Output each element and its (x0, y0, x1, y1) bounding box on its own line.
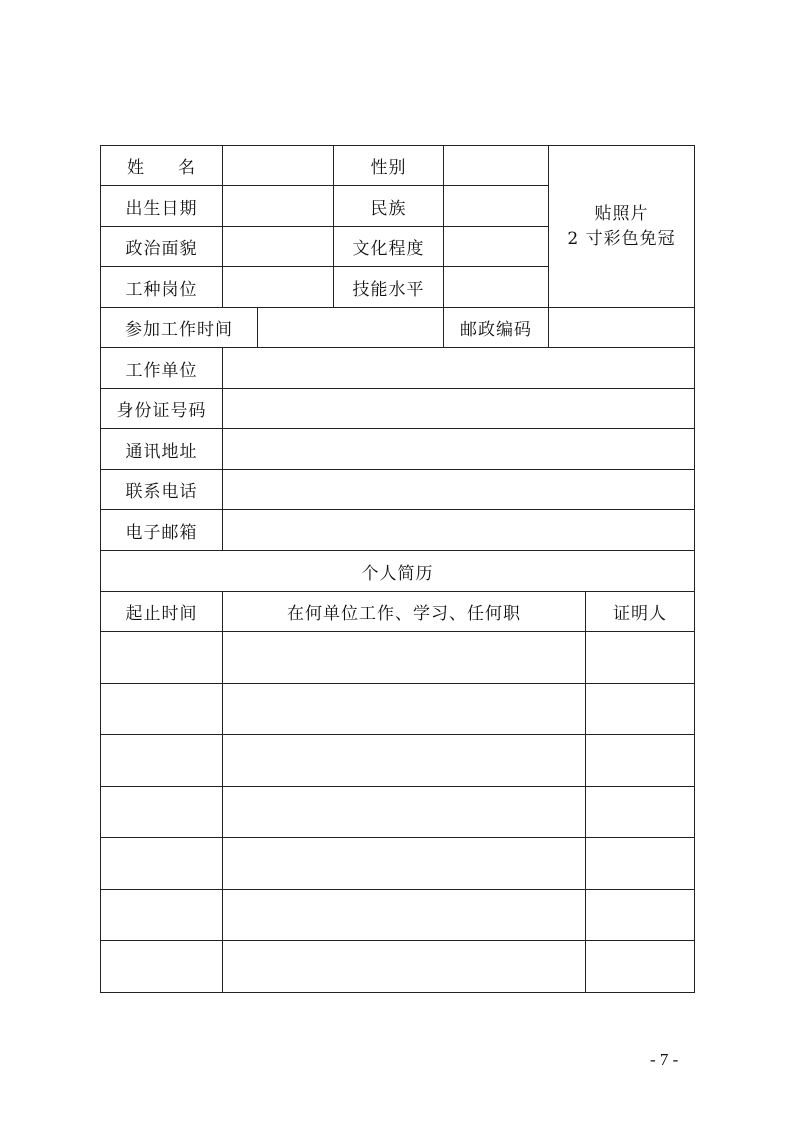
resume-period-cell[interactable] (101, 890, 222, 940)
job-position-field[interactable] (223, 267, 333, 307)
name-label (101, 146, 222, 185)
email-label: 电子邮箱 (125, 522, 198, 543)
resume-reference-cell[interactable] (586, 838, 694, 889)
photo-instruction: 贴照片 (594, 203, 649, 224)
resume-employer-cell[interactable] (223, 684, 585, 734)
political-status-label: 政治面貌 (125, 239, 198, 259)
resume-header-reference: 证明人 (613, 604, 667, 624)
resume-employer-cell[interactable] (223, 787, 585, 837)
photo-size-note: 2 寸彩色免冠 (567, 228, 676, 249)
resume-employer-cell[interactable] (223, 735, 585, 786)
skill-level-label: 技能水平 (352, 279, 425, 300)
id-number-field[interactable] (223, 389, 694, 428)
resume-reference-cell[interactable] (586, 632, 694, 683)
registration-form (100, 145, 695, 993)
resume-header-period: 起止时间 (125, 604, 198, 624)
resume-period-cell[interactable] (101, 735, 222, 786)
page-number: - 7 - (650, 1050, 679, 1069)
id-number-label: 身份证号码 (116, 401, 207, 421)
employer-label: 工作单位 (125, 360, 198, 381)
table-line (694, 145, 695, 993)
resume-employer-cell[interactable] (223, 941, 585, 992)
table-line (100, 992, 695, 993)
education-field[interactable] (444, 227, 548, 266)
resume-reference-cell[interactable] (586, 787, 694, 837)
address-label: 通讯地址 (125, 441, 198, 462)
resume-period-cell[interactable] (101, 838, 222, 889)
resume-header-employer-role: 在何单位工作、学习、任何职 (287, 604, 521, 624)
resume-reference-cell[interactable] (586, 684, 694, 734)
resume-employer-cell[interactable] (223, 890, 585, 940)
ethnicity-label: 民族 (370, 198, 407, 219)
job-position-label: 工种岗位 (125, 279, 198, 300)
phone-field[interactable] (223, 470, 694, 509)
gender-field[interactable] (444, 146, 548, 185)
resume-period-cell[interactable] (101, 632, 222, 683)
resume-period-cell[interactable] (101, 787, 222, 837)
photo-area (549, 146, 694, 307)
resume-section-title: 个人简历 (361, 563, 434, 584)
employer-field[interactable] (223, 348, 694, 388)
phone-label: 联系电话 (125, 482, 198, 502)
resume-reference-cell[interactable] (586, 890, 694, 940)
education-label: 文化程度 (352, 239, 425, 259)
resume-employer-cell[interactable] (223, 632, 585, 683)
resume-reference-cell[interactable] (586, 941, 694, 992)
resume-reference-cell[interactable] (586, 735, 694, 786)
resume-employer-cell[interactable] (223, 838, 585, 889)
address-field[interactable] (223, 429, 694, 469)
work-start-field[interactable] (258, 308, 443, 347)
email-field[interactable] (223, 510, 694, 550)
postcode-field[interactable] (549, 308, 694, 347)
gender-label: 性别 (370, 158, 407, 178)
resume-period-cell[interactable] (101, 684, 222, 734)
birth-date-field[interactable] (223, 186, 333, 226)
postcode-label: 邮政编码 (460, 320, 532, 340)
ethnicity-field[interactable] (444, 186, 548, 226)
political-status-field[interactable] (223, 227, 333, 266)
name-field[interactable] (223, 146, 333, 185)
name-label-char: 名 (178, 158, 196, 178)
skill-level-field[interactable] (444, 267, 548, 307)
resume-period-cell[interactable] (101, 941, 222, 992)
work-start-label: 参加工作时间 (125, 320, 233, 340)
name-label-char: 姓 (127, 158, 145, 178)
birth-date-label: 出生日期 (125, 198, 198, 219)
